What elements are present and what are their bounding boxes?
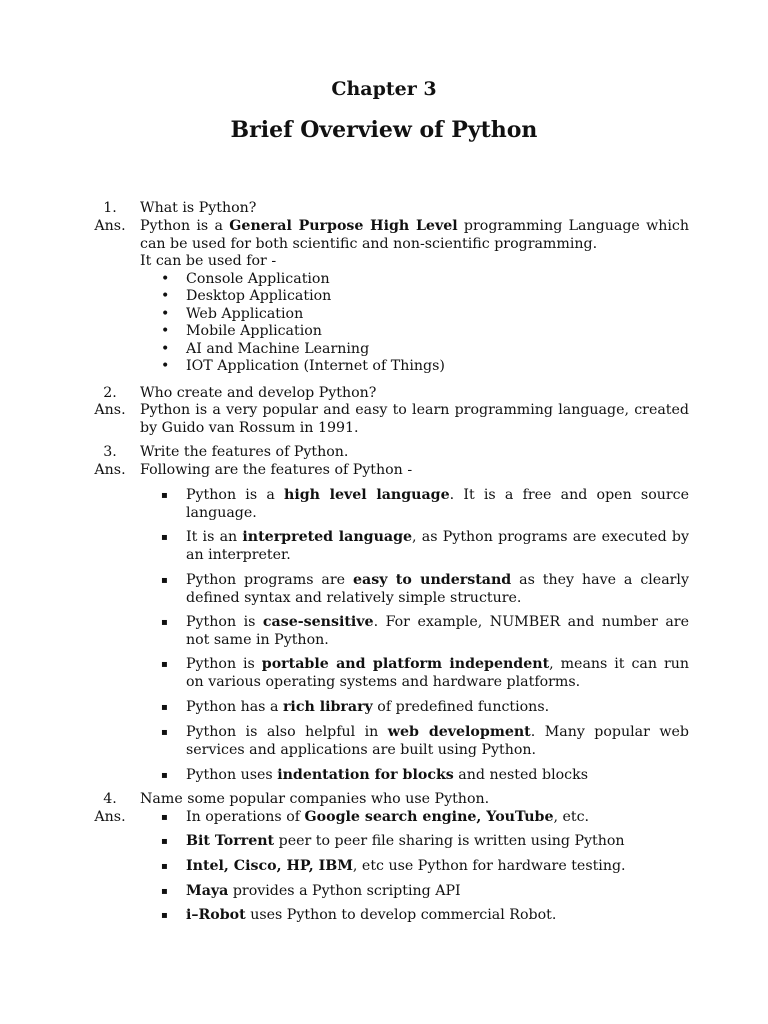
bullet-icon: ▪ <box>161 770 168 781</box>
bullet-icon: • <box>161 306 170 322</box>
bullet-icon: ▪ <box>161 836 168 847</box>
answer-label: Ans. <box>94 402 126 418</box>
question-text: Write the features of Python. <box>140 444 349 460</box>
answer-label: Ans. <box>94 809 126 825</box>
answer-text: Following are the features of Python - <box>140 462 413 478</box>
bullet-icon: ▪ <box>161 617 168 628</box>
bullet-icon: ▪ <box>161 812 168 823</box>
question-number: 4. <box>103 791 117 807</box>
bullet-icon: • <box>161 271 170 287</box>
answer-text: Python is a very popular and easy to learn programming language, created by Guido van Rossum in 1991. <box>140 402 689 436</box>
question-number: 1. <box>103 200 117 216</box>
bullet-icon: ▪ <box>161 490 168 501</box>
bullet-icon: ▪ <box>161 886 168 897</box>
list-item: ▪ Python uses indentation for blocks and nested blocks <box>161 767 588 783</box>
answer-label: Ans. <box>94 218 126 234</box>
list-item: ▪ Python has a rich library of predefined functions. <box>161 699 550 715</box>
list-item: ▪ Python is portable and platform independent, means it can run on various operating systems and hardware platforms. <box>161 656 689 690</box>
list-item: ▪ Python is case-sensitive. For example, NUMBER and number are not same in Python. <box>161 614 689 648</box>
question-text: Who create and develop Python? <box>140 385 377 401</box>
bullet-icon: ▪ <box>161 659 168 670</box>
list-item: ▪ It is an interpreted language, as Python programs are executed by an interpreter. <box>161 529 690 563</box>
bullet-icon: ▪ <box>161 575 168 586</box>
question-number: 2. <box>103 385 117 401</box>
answer-label: Ans. <box>94 462 126 478</box>
list-item: ▪ Maya provides a Python scripting API <box>161 883 461 899</box>
list-item: ▪ i–Robot uses Python to develop commercial Robot. <box>161 907 557 923</box>
chapter-heading: Chapter 3 <box>331 78 437 100</box>
bullet-icon: ▪ <box>161 702 168 713</box>
question-number: 3. <box>103 444 117 460</box>
bullet-icon: • <box>161 341 170 357</box>
bullet-icon: ▪ <box>161 727 168 738</box>
used-for-text: It can be used for - <box>140 253 277 269</box>
bullet-icon: ▪ <box>161 532 168 543</box>
document-page: Chapter 3 Brief Overview of Python 1. What is Python? Ans. Python is a General Purpose High Level programming Language which can be used for both scientific and non-scientific programming. It can be used for - • Console Application • Desktop Application • Web Application • Mobile Application • AI and Machine Learning • IOT Application (Internet of Things) 2. Who create and develop Python? Ans. Python is a very popular and easy to learn programming language, created by Guido van Rossum in 1991. 3. Write the features of Python. Ans. Following are the features of Python - ▪ Python is a high level language. It is a free and open source language. ▪ It is an interpreted language, as Python programs are executed by an interpreter. ▪ Python programs are easy to understand as they have a clearly defined syntax and relatively simple structure. ▪ Python is case-sensitive. For example, NUMBER and number are not same in Python. ▪ Python is portable and platform independent, means it can run on various operating systems and hardware platforms. ▪ Python has a rich library of predefined functions. ▪ Python is also helpful in web development. Many popular web services and applications are built using Python. ▪ Python uses indentation for blocks and nested blocks 4. Name some popular companies who use Python. Ans. ▪ In operations of Google search engine, YouTube, etc. ▪ Bit Torrent peer to peer file sharing is written using Python ▪ Intel, Cisco, HP, IBM, etc use Python for hardware testing. ▪ Maya provides a Python scripting API ▪ i–Robot uses Python to develop commercial Robot. <box>0 0 768 1024</box>
bullet-icon: • <box>161 358 170 374</box>
list-item: ▪ Python is also helpful in web development. Many popular web services and applications are built using Python. <box>161 724 690 758</box>
list-item: ▪ In operations of Google search engine, YouTube, etc. <box>161 809 590 825</box>
list-item: ▪ Python programs are easy to understand as they have a clearly defined syntax and relatively simple structure. <box>161 572 689 606</box>
bullet-icon: ▪ <box>161 861 168 872</box>
list-item: ▪ Python is a high level language. It is a free and open source language. <box>161 487 690 521</box>
bullet-icon: • <box>161 288 170 304</box>
question-text: What is Python? <box>140 200 257 216</box>
list-item: ▪ Intel, Cisco, HP, IBM, etc use Python for hardware testing. <box>161 858 626 874</box>
bullet-icon: • <box>161 323 170 339</box>
question-text: Name some popular companies who use Python. <box>140 791 490 807</box>
page-title: Brief Overview of Python <box>230 117 538 143</box>
bullet-icon: ▪ <box>161 910 168 921</box>
answer-text: Python is a General Purpose High Level programming Language which can be used for both scientific and non-scientific programming. <box>140 218 690 252</box>
list-item: ▪ Bit Torrent peer to peer file sharing is written using Python <box>161 833 625 849</box>
